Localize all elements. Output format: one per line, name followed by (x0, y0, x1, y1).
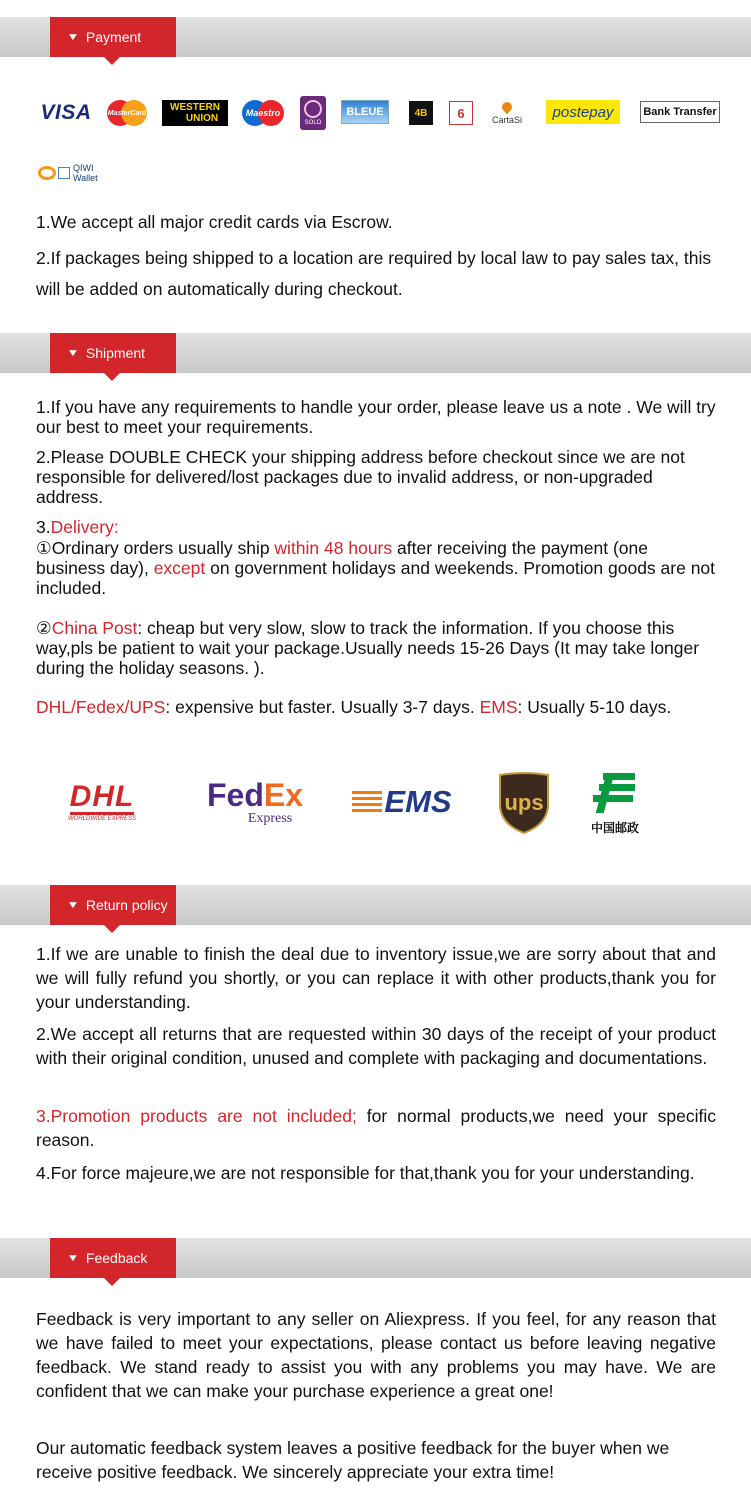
shipment-title: Shipment (85, 345, 146, 361)
feedback-title: Feedback (85, 1250, 148, 1266)
return-policy-header (50, 885, 176, 925)
maestro-logo: Maestro (238, 99, 288, 127)
solo-swirl-icon (304, 100, 322, 118)
return-paragraph-3: 3.Promotion products are not included; for normal products,we need your specific reason. (36, 1106, 716, 1150)
return-policy-title: Return policy (85, 897, 168, 913)
payment-paragraph-1: 1.We accept all major credit cards via Escrow. (36, 212, 393, 232)
servired-logo: 6 (449, 101, 473, 125)
ems-stripes-icon (352, 791, 382, 813)
qiwi-icon (38, 166, 56, 180)
wallet-icon (58, 167, 70, 179)
chevron-down-icon: ▼ (66, 1252, 80, 1264)
mastercard-logo: MasterCard (104, 99, 150, 127)
china-post-logo: 中国邮政 (585, 768, 645, 838)
chevron-down-icon: ▼ (66, 347, 80, 359)
shipment-delivery-chinapost: ②China Post: cheap but very slow, slow to track the information. If you choose this way,pls be patient to wait your package.Usually needs 15-26 Days (It may take longer during the holiday seasons. ). (36, 618, 700, 678)
return-paragraph-4: 4.For force majeure,we are not responsible for that,thank you for your understanding. (36, 1163, 695, 1183)
payment-header (50, 17, 176, 57)
shipment-delivery-ordinary: ①Ordinary orders usually ship within 48 hours after receiving the payment (one business day), except on government holidays and weekends. Promotion goods are not included. (36, 538, 716, 598)
chevron-down-icon: ▼ (66, 31, 80, 43)
bank-transfer-logo: Bank Transfer (640, 101, 720, 123)
shipment-delivery-heading: 3.Delivery: (36, 517, 119, 537)
payment-paragraph-2: 2.If packages being shipped to a location are required by local law to pay sales tax, this will be added on automatically during checkout. (36, 248, 712, 299)
payment-title: Payment (85, 29, 142, 45)
shipment-delivery-express: DHL/Fedex/UPS: expensive but faster. Usually 3-7 days. EMS: Usually 5-10 days. (36, 697, 672, 717)
chevron-down-icon: ▼ (66, 899, 80, 911)
shipment-header (50, 333, 176, 373)
dhl-logo: DHL WORLDWIDE EXPRESS (67, 780, 136, 822)
fedex-logo: FedEx Express (206, 777, 304, 826)
feedback-paragraph-2: Our automatic feedback system leaves a positive feedback for the buyer when we receive positive feedback. We sincerely appreciate your extra time! (36, 1438, 670, 1482)
qiwi-wallet-logo: QIWI Wallet (38, 161, 118, 185)
cartasi-flame-icon (500, 99, 514, 113)
ups-logo: ups (496, 771, 552, 835)
postepay-logo: postepay (546, 100, 620, 124)
ems-logo: EMS (343, 783, 461, 821)
feedback-paragraph-1: Feedback is very important to any seller on Aliexpress. If you feel, for any reason that we have failed to meet your expectations, please contact us before leaving negative feedback. We stand ready to assist you with any problems you may have. We are confident that we can make your purchase experience a great one! (36, 1309, 716, 1401)
4b-logo: 4B (409, 101, 433, 125)
solo-logo: SOLO (300, 96, 326, 130)
western-union-logo: WESTERN UNION (162, 100, 228, 126)
feedback-header (50, 1238, 176, 1278)
carte-bleue-logo: BLEUE (341, 100, 389, 124)
shipment-paragraph-2: 2.Please DOUBLE CHECK your shipping address before checkout since we are not responsible for delivered/lost packages due to invalid address, or non-upgraded address. (36, 447, 685, 507)
return-paragraph-1: 1.If we are unable to finish the deal due to inventory issue,we are sorry about that and we will fully refund you shortly, or you can replace it with other products,thank you for your understanding. (36, 944, 716, 1012)
return-paragraph-2: 2.We accept all returns that are requested within 30 days of the receipt of your product with their original condition, unused and complete with packaging and documentations. (36, 1024, 716, 1068)
cartasi-logo: CartaSi (487, 98, 527, 128)
visa-logo: VISA (40, 101, 92, 124)
china-post-icon (589, 771, 641, 815)
shipment-paragraph-1: 1.If you have any requirements to handle your order, please leave us a note . We will try our best to meet your requirements. (36, 397, 716, 437)
